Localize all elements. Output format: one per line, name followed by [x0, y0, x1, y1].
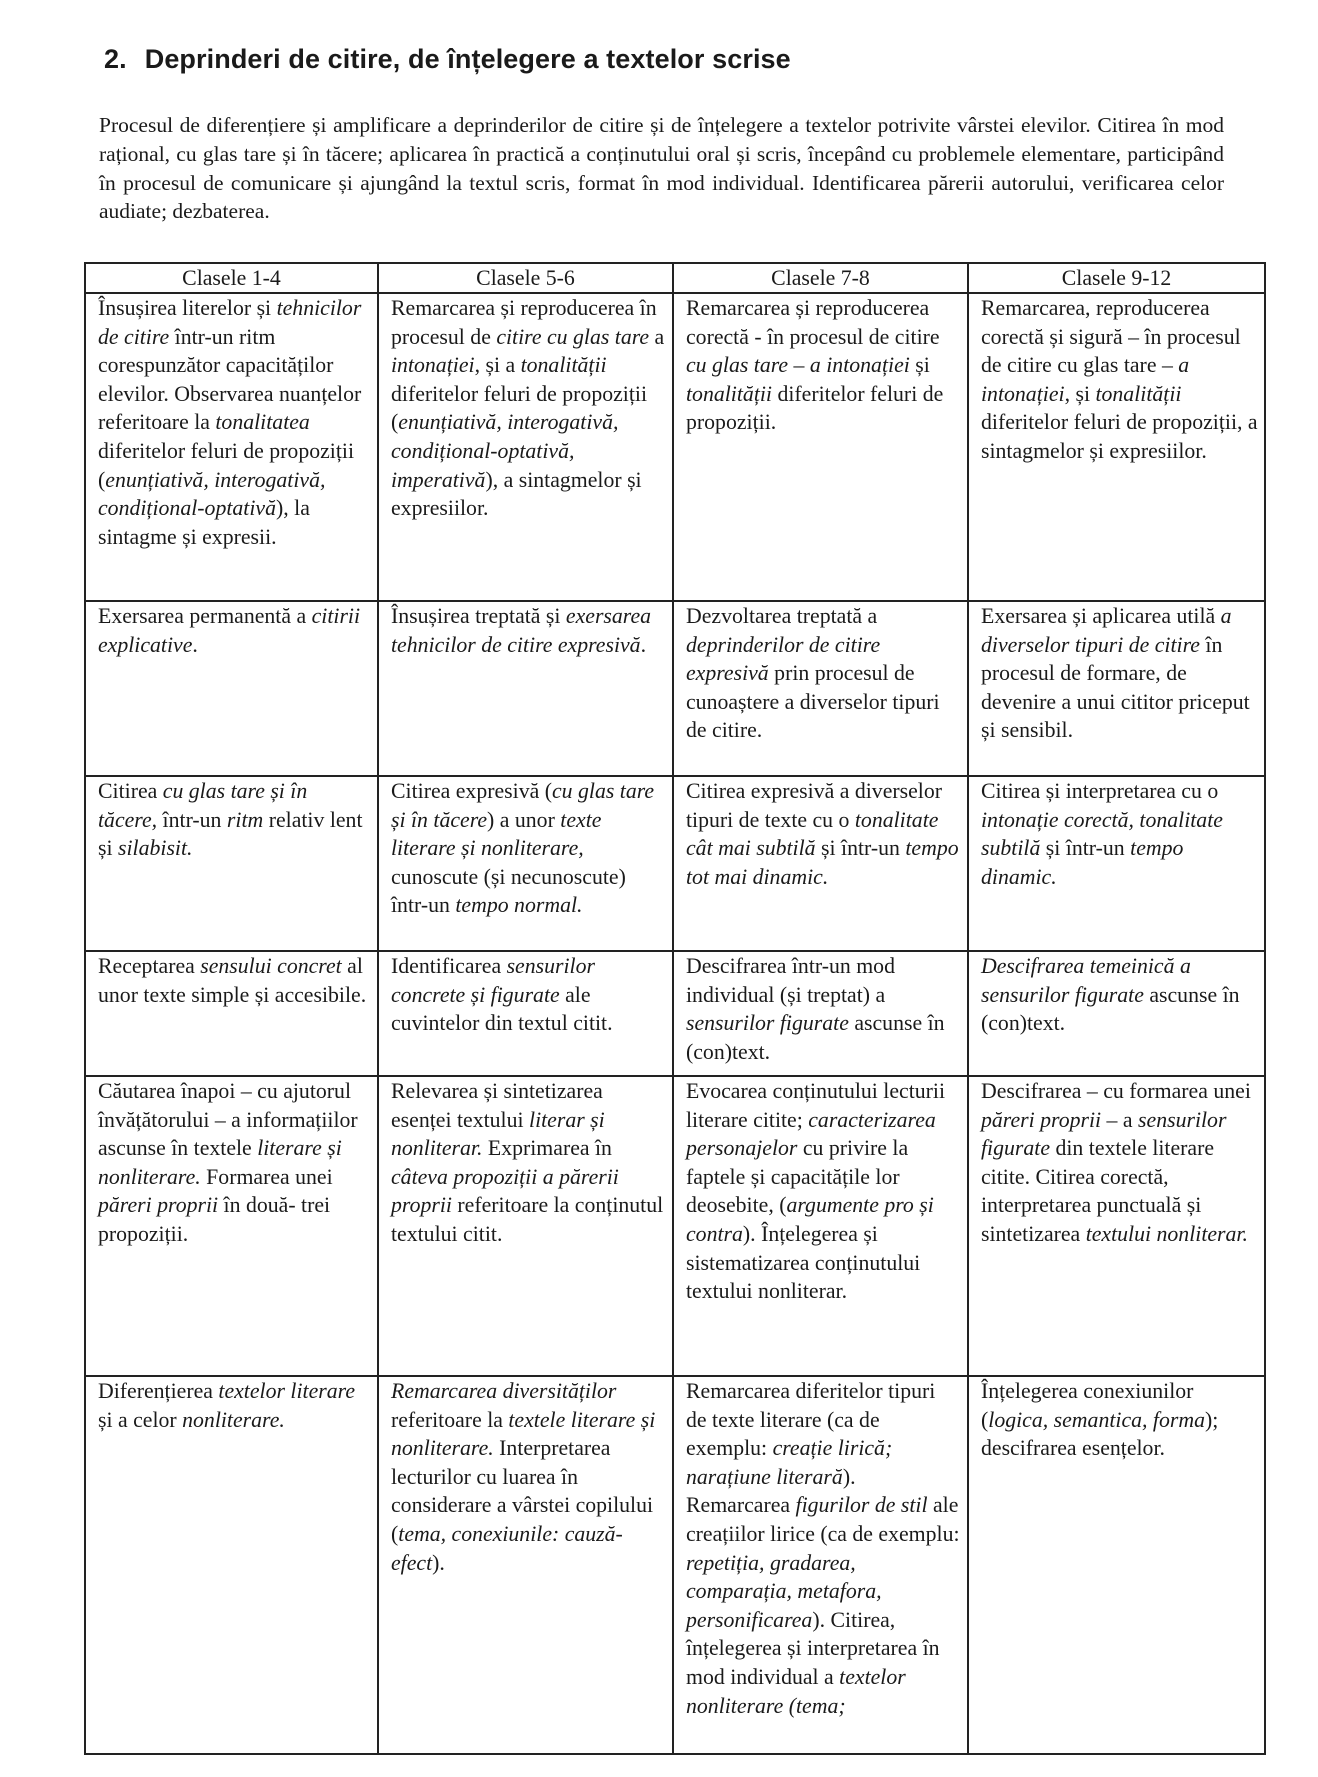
section-number: 2. [104, 44, 127, 74]
cell-text: într-un ritm corespunzător capacităților elevilor. Observarea nuanțelor referitoare la [98, 324, 362, 435]
cell-text: Receptarea [98, 954, 201, 978]
table-row [85, 601, 1265, 776]
column-header-clasele-9-12: Clasele 9-12 [968, 263, 1265, 293]
table-cell-clasele-1-4 [85, 951, 378, 1076]
cell-text: ). Citirea, înțelegerea și interpretarea în mod individual a [686, 1607, 940, 1689]
cell-text: ale creațiilor lirice (ca de exemplu: [686, 1493, 960, 1546]
table-cell-clasele-5-6 [378, 951, 673, 1076]
table-row [85, 1076, 1265, 1376]
cell-text: relativ lent și [98, 807, 363, 861]
italic-text: cu glas tare și în tăcere [391, 779, 655, 832]
italic-text: păreri proprii [98, 1193, 219, 1218]
table-cell-clasele-1-4 [85, 601, 378, 776]
cell-text: Relevarea și sintetizarea esenței textului [391, 1079, 603, 1132]
column-header-clasele-7-8: Clasele 7-8 [673, 263, 968, 293]
cell-text: Exprimarea în [482, 1136, 612, 1161]
cell-text: Formarea unei [200, 1164, 333, 1189]
cell-text: ). [432, 1550, 445, 1575]
table-cell-clasele-7-8 [673, 951, 968, 1076]
cell-text: cunoscute (și necunoscute) într-un [391, 864, 626, 918]
italic-text: citirii explicative [98, 604, 361, 657]
table-cell-clasele-7-8 [673, 1376, 968, 1754]
cell-text: diferitelor feluri de propoziții. [686, 381, 944, 435]
cell-text: ), la sintagme și expresii. [98, 496, 310, 549]
table-row [85, 951, 1265, 1076]
cell-text: ascunse în (con)text. [686, 1011, 945, 1064]
italic-text: texte literare și nonliterare, [391, 807, 602, 861]
cell-text: Identificarea [391, 954, 507, 978]
table-cell-clasele-9-12 [968, 293, 1265, 601]
section-title: Deprinderi de citire, de înțelegere a textelor scrise [144, 44, 791, 74]
cell-text: din textele literare citite. Citirea corectă, interpretarea punctuală și sintetizarea [981, 1136, 1215, 1246]
table-cell-clasele-5-6 [378, 601, 673, 776]
italic-text: textelor nonliterare (tema; [686, 1664, 906, 1718]
cell-text: Dezvoltarea treptată a [686, 604, 878, 628]
italic-text: argumente pro și contra [686, 1193, 934, 1246]
cell-text: Remarcarea și reproducerea corectă - în procesul de citire [686, 296, 940, 349]
table-row [85, 1376, 1265, 1754]
cell-text: ), a sintagmelor și expresiilor. [391, 467, 642, 521]
cell-text: Înțelegerea conexiunilor ( [981, 1379, 1194, 1432]
italic-text: tonalității [1095, 381, 1182, 406]
cell-text: Remarcarea și reproducerea în procesul de [391, 296, 657, 349]
table-cell-clasele-9-12 [968, 951, 1265, 1076]
cell-text: ); descifrarea esențelor. [981, 1407, 1219, 1461]
cell-text: referitoare la conținutul textului citit. [391, 1193, 664, 1246]
cell-text: și într-un [1040, 836, 1131, 861]
italic-text: literar și nonliterar. [391, 1107, 605, 1161]
cell-text: și a celor [98, 1407, 183, 1432]
cell-text: ascunse în (con)text. [981, 982, 1240, 1036]
italic-text: repetiția, gradarea, comparația, metafora, personificarea [686, 1550, 882, 1632]
table-body [85, 293, 1265, 1754]
italic-text: cu glas tare – a intonației [686, 353, 910, 378]
italic-text: logica, semantica, forma [988, 1407, 1205, 1432]
cell-text: și într-un [815, 836, 906, 861]
italic-text: intonație corectă, tonalitate subtilă [981, 807, 1223, 861]
cell-text: Evocarea conținutului lecturii literare citite; [686, 1079, 946, 1132]
cell-text: într-un [157, 807, 227, 832]
cell-text: Citirea expresivă ( [391, 779, 552, 803]
cell-text: . [640, 632, 647, 657]
table-cell-clasele-5-6 [378, 776, 673, 951]
cell-text: ) a unor [487, 807, 561, 832]
table-cell-clasele-1-4 [85, 1076, 378, 1376]
cell-text: diferitelor feluri de propoziții ( [98, 438, 355, 492]
italic-text: caracterizarea personajelor [686, 1107, 936, 1161]
cell-text: și [909, 353, 930, 378]
cell-text: Citirea și interpretarea cu o [981, 779, 1219, 803]
italic-text: tonalitate cât mai subtilă [686, 807, 939, 861]
cell-text: prin procesul de cunoaștere a diverselor tipuri de citire. [686, 661, 940, 743]
cell-text: al unor texte simple și accesibile. [98, 954, 367, 1007]
cell-text: ale cuvintelor din textul citit. [391, 982, 613, 1036]
italic-text: cu glas tare și în tăcere, [98, 779, 308, 832]
cell-text: Însușirea literelor și [98, 296, 277, 320]
table-row [85, 293, 1265, 601]
cell-text: Citirea [98, 779, 163, 803]
cell-text: Interpretarea lecturilor cu luarea în considerare a vârstei copilului ( [391, 1436, 654, 1546]
intro-paragraph: Procesul de diferențiere și amplificare a deprinderilor de citire și de înțelegere a textelor potrivite vârstei elevilor. Citirea în mod rațional, cu glas tare și în tăcere; aplicarea în practică a conținutului oral și scris, începând cu problemele elementare, participând în procesul de comunicare și ajungând la textul scris, format în mod individual. Identificarea părerii autorului, verificarea celor audiate; dezbaterea. [99, 113, 1224, 224]
competency-table [84, 262, 1266, 1755]
cell-text: Însușirea treptată și [391, 604, 566, 628]
italic-text: figurilor de stil [795, 1493, 928, 1518]
italic-text: nonliterare. [182, 1407, 285, 1432]
italic-text: tonalitatea [215, 410, 310, 435]
italic-text: citire cu glas tare [496, 324, 650, 349]
cell-text: Remarcarea, reproducerea corectă și sigură – în procesul de citire cu glas tare – [981, 296, 1241, 378]
italic-text: textele literare și nonliterare. [391, 1407, 656, 1461]
italic-text: creație lirică; narațiune literară [686, 1436, 893, 1489]
cell-text: diferitelor feluri de propoziții, a sintagmelor și expresiilor. [981, 410, 1258, 463]
column-header-clasele-5-6: Clasele 5-6 [378, 263, 673, 293]
cell-text: Diferențierea [98, 1379, 219, 1403]
italic-text: tempo normal. [455, 893, 583, 918]
italic-text: Descifrarea temeinică a sensurilor figurate [981, 954, 1191, 1007]
italic-text: a diverselor tipuri de citire [981, 604, 1232, 657]
italic-text: tonalității [520, 353, 607, 378]
table-cell-clasele-1-4 [85, 293, 378, 601]
italic-text: tehnicilor de citire [98, 296, 362, 349]
cell-text: – a [1101, 1107, 1139, 1132]
italic-text: intonației [391, 353, 475, 378]
cell-text: diferitelor feluri de propoziții ( [391, 381, 648, 435]
table-cell-clasele-9-12 [968, 1076, 1265, 1376]
italic-text: tema, conexiunile: cauză- efect [391, 1521, 623, 1575]
table-cell-clasele-7-8 [673, 293, 968, 601]
table-cell-clasele-5-6 [378, 1376, 673, 1754]
italic-text: sensurilor concrete și figurate [391, 954, 595, 1007]
cell-text: , și a [474, 353, 521, 378]
italic-text: tempo tot mai dinamic. [686, 836, 959, 889]
section-heading [104, 44, 791, 75]
table-cell-clasele-7-8 [673, 776, 968, 951]
italic-text: enunțiativă, interogativă, condițional-optativă, imperativă [391, 410, 619, 492]
cell-text: a [649, 324, 665, 349]
cell-text: în două- trei propoziții. [98, 1193, 331, 1246]
table-cell-clasele-9-12 [968, 601, 1265, 776]
italic-text: silabisit. [118, 836, 193, 861]
table-cell-clasele-5-6 [378, 293, 673, 601]
cell-text: Remarcarea diferitelor tipuri de texte literare (ca de exemplu: [686, 1379, 936, 1461]
table-cell-clasele-1-4 [85, 776, 378, 951]
italic-text: păreri proprii [981, 1107, 1102, 1132]
italic-text: exersarea tehnicilor de citire expresivă [391, 604, 652, 657]
italic-text: sensurilor figurate [981, 1107, 1227, 1161]
table-cell-clasele-7-8 [673, 601, 968, 776]
cell-text: în procesul de formare, de devenire a unui cititor priceput și sensibil. [981, 632, 1250, 743]
italic-text: literare și nonliterare. [98, 1136, 342, 1189]
italic-text: deprinderilor de citire expresivă [686, 632, 881, 686]
table-cell-clasele-5-6 [378, 1076, 673, 1376]
italic-text: textului nonliterar. [1085, 1221, 1248, 1246]
cell-text: Exersarea permanentă a [98, 604, 312, 628]
table-cell-clasele-9-12 [968, 776, 1265, 951]
table-header-row [85, 263, 1265, 293]
italic-text: sensurilor figurate [686, 1011, 849, 1036]
cell-text: referitoare la [391, 1407, 509, 1432]
italic-text: sensului concret [200, 954, 342, 978]
cell-text: , și [1064, 381, 1096, 406]
cell-text: Exersarea și aplicarea utilă [981, 604, 1221, 628]
table-cell-clasele-9-12 [968, 1376, 1265, 1754]
cell-text: . [192, 632, 198, 657]
column-header-clasele-1-4: Clasele 1-4 [85, 263, 378, 293]
italic-text: ritm [226, 807, 264, 832]
table-cell-clasele-7-8 [673, 1076, 968, 1376]
italic-text: a intonației [981, 353, 1190, 406]
italic-text: câteva propoziții a părerii proprii [391, 1164, 619, 1218]
table-cell-clasele-1-4 [85, 1376, 378, 1754]
cell-text: ). Înțelegerea și sistematizarea conținutului textului nonliterar. [686, 1221, 921, 1304]
italic-text: tonalității [686, 381, 772, 406]
cell-text: Citirea expresivă a diverselor tipuri de texte cu o [686, 779, 943, 832]
table-row [85, 776, 1265, 951]
cell-text: cu privire la faptele și capacitățile lor deosebite, ( [686, 1136, 909, 1218]
italic-text: tempo dinamic. [981, 836, 1184, 889]
cell-text: Descifrarea – cu formarea unei [981, 1079, 1251, 1103]
italic-text: textelor literare [218, 1379, 355, 1403]
cell-text: Descifrarea într-un mod individual (și treptat) a [686, 954, 895, 1007]
italic-text: Remarcarea diversităților [391, 1379, 617, 1403]
italic-text: enunțiativă, interogativă, condițional-optativă [98, 467, 326, 521]
cell-text: ). Remarcarea [686, 1464, 856, 1518]
cell-text: Căutarea înapoi – cu ajutorul învățătorului – a informațiilor ascunse în textele [98, 1079, 358, 1161]
